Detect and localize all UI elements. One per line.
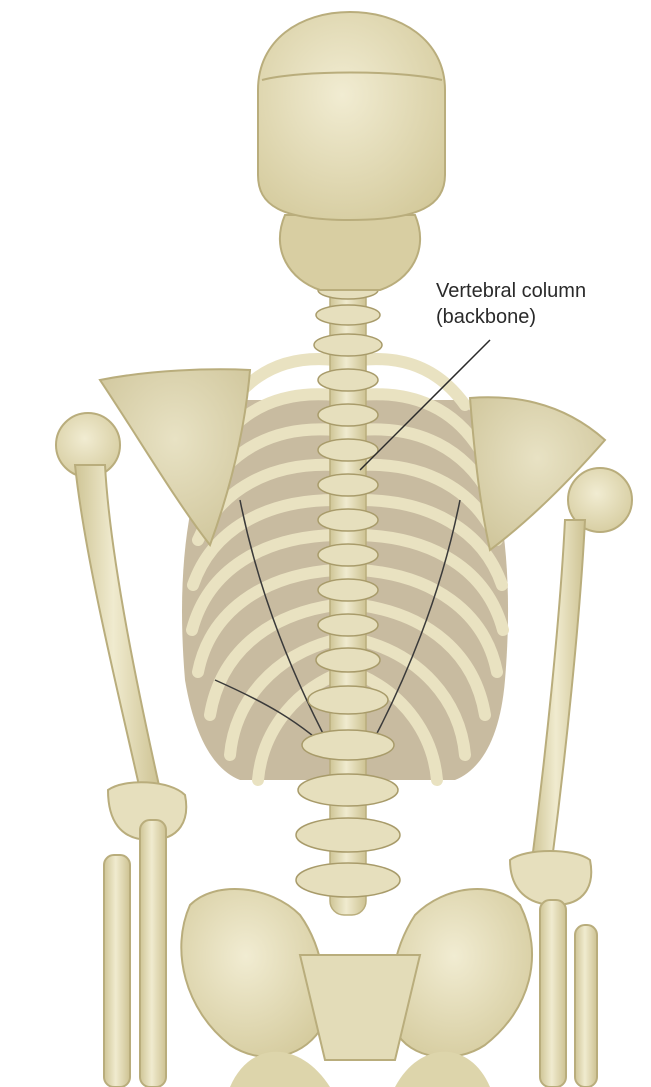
humerus-right xyxy=(510,468,632,1087)
vertebral-column-label xyxy=(436,278,641,330)
skull xyxy=(258,12,445,290)
humerus-left xyxy=(56,413,186,1087)
label-line-2: (backbone) xyxy=(436,306,537,328)
pelvis xyxy=(181,889,532,1087)
label-line-1: Vertebral column xyxy=(436,280,587,302)
